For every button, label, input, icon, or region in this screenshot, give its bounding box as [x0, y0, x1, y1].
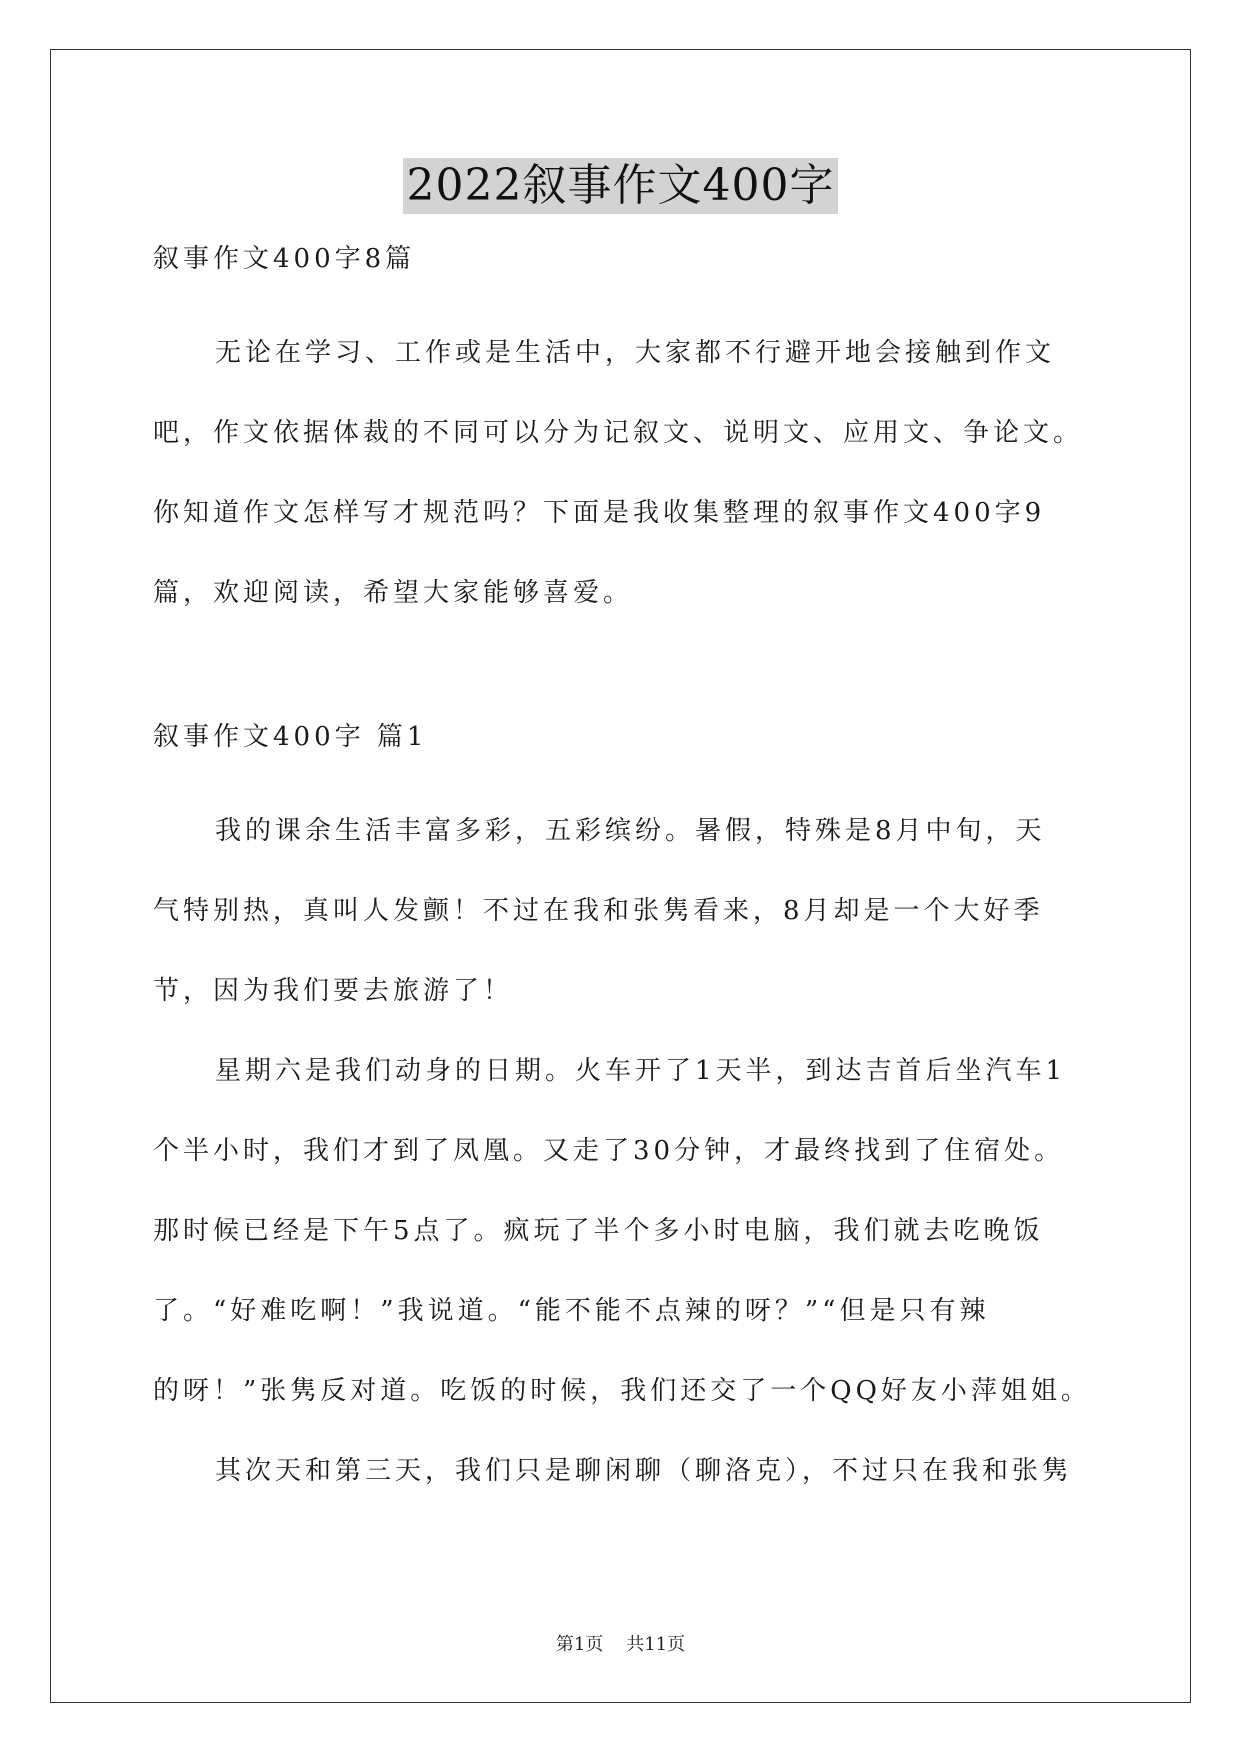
paragraph-line: 篇，欢迎阅读，希望大家能够喜爱。: [153, 578, 634, 608]
paragraph-line: 了。“好难吃啊！”我说道。“能不能不点辣的呀？”“但是只有辣: [153, 1296, 990, 1326]
paragraph-line: 星期六是我们动身的日期。火车开了1天半，到达吉首后坐汽车1: [215, 1056, 1067, 1086]
document-subtitle: 叙事作文400字8篇: [153, 244, 416, 274]
paragraph-line: 吧，作文依据体裁的不同可以分为记叙文、说明文、应用文、争论文。: [153, 418, 1084, 448]
document-title: 2022叙事作文400字: [403, 158, 839, 214]
title-container: [0, 158, 1241, 214]
page-footer: 第1页 共11页: [555, 1634, 686, 1655]
paragraph-line: 我的课余生活丰富多彩，五彩缤纷。暑假，特殊是8月中旬，天: [215, 816, 1046, 846]
section-heading: 叙事作文400字 篇1: [153, 722, 428, 752]
paragraph-line: 你知道作文怎样写才规范吗？下面是我收集整理的叙事作文400字9: [153, 498, 1046, 528]
body-paragraph-1: [153, 791, 1093, 1031]
paragraph-line: 气特别热，真叫人发颤！不过在我和张隽看来，8月却是一个大好季: [153, 896, 1044, 926]
paragraph-line: 节，因为我们要去旅游了！: [153, 976, 514, 1006]
paragraph-line: 的呀！”张隽反对道。吃饭的时候，我们还交了一个QQ好友小萍姐姐。: [153, 1376, 1091, 1406]
body-paragraph-3: [153, 1431, 1093, 1511]
document-body: [153, 233, 1093, 1511]
intro-paragraph: [153, 313, 1093, 633]
paragraph-line: 个半小时，我们才到了凤凰。又走了30分钟，才最终找到了住宿处。: [153, 1136, 1065, 1166]
paragraph-line: 无论在学习、工作或是生活中，大家都不行避开地会接触到作文: [215, 338, 1056, 368]
paragraph-line: 其次天和第三天，我们只是聊闲聊（聊洛克），不过只在我和张隽: [215, 1456, 1073, 1486]
body-paragraph-2: [153, 1031, 1093, 1431]
paragraph-line: 那时候已经是下午5点了。疯玩了半个多小时电脑，我们就去吃晚饭: [153, 1216, 1044, 1246]
